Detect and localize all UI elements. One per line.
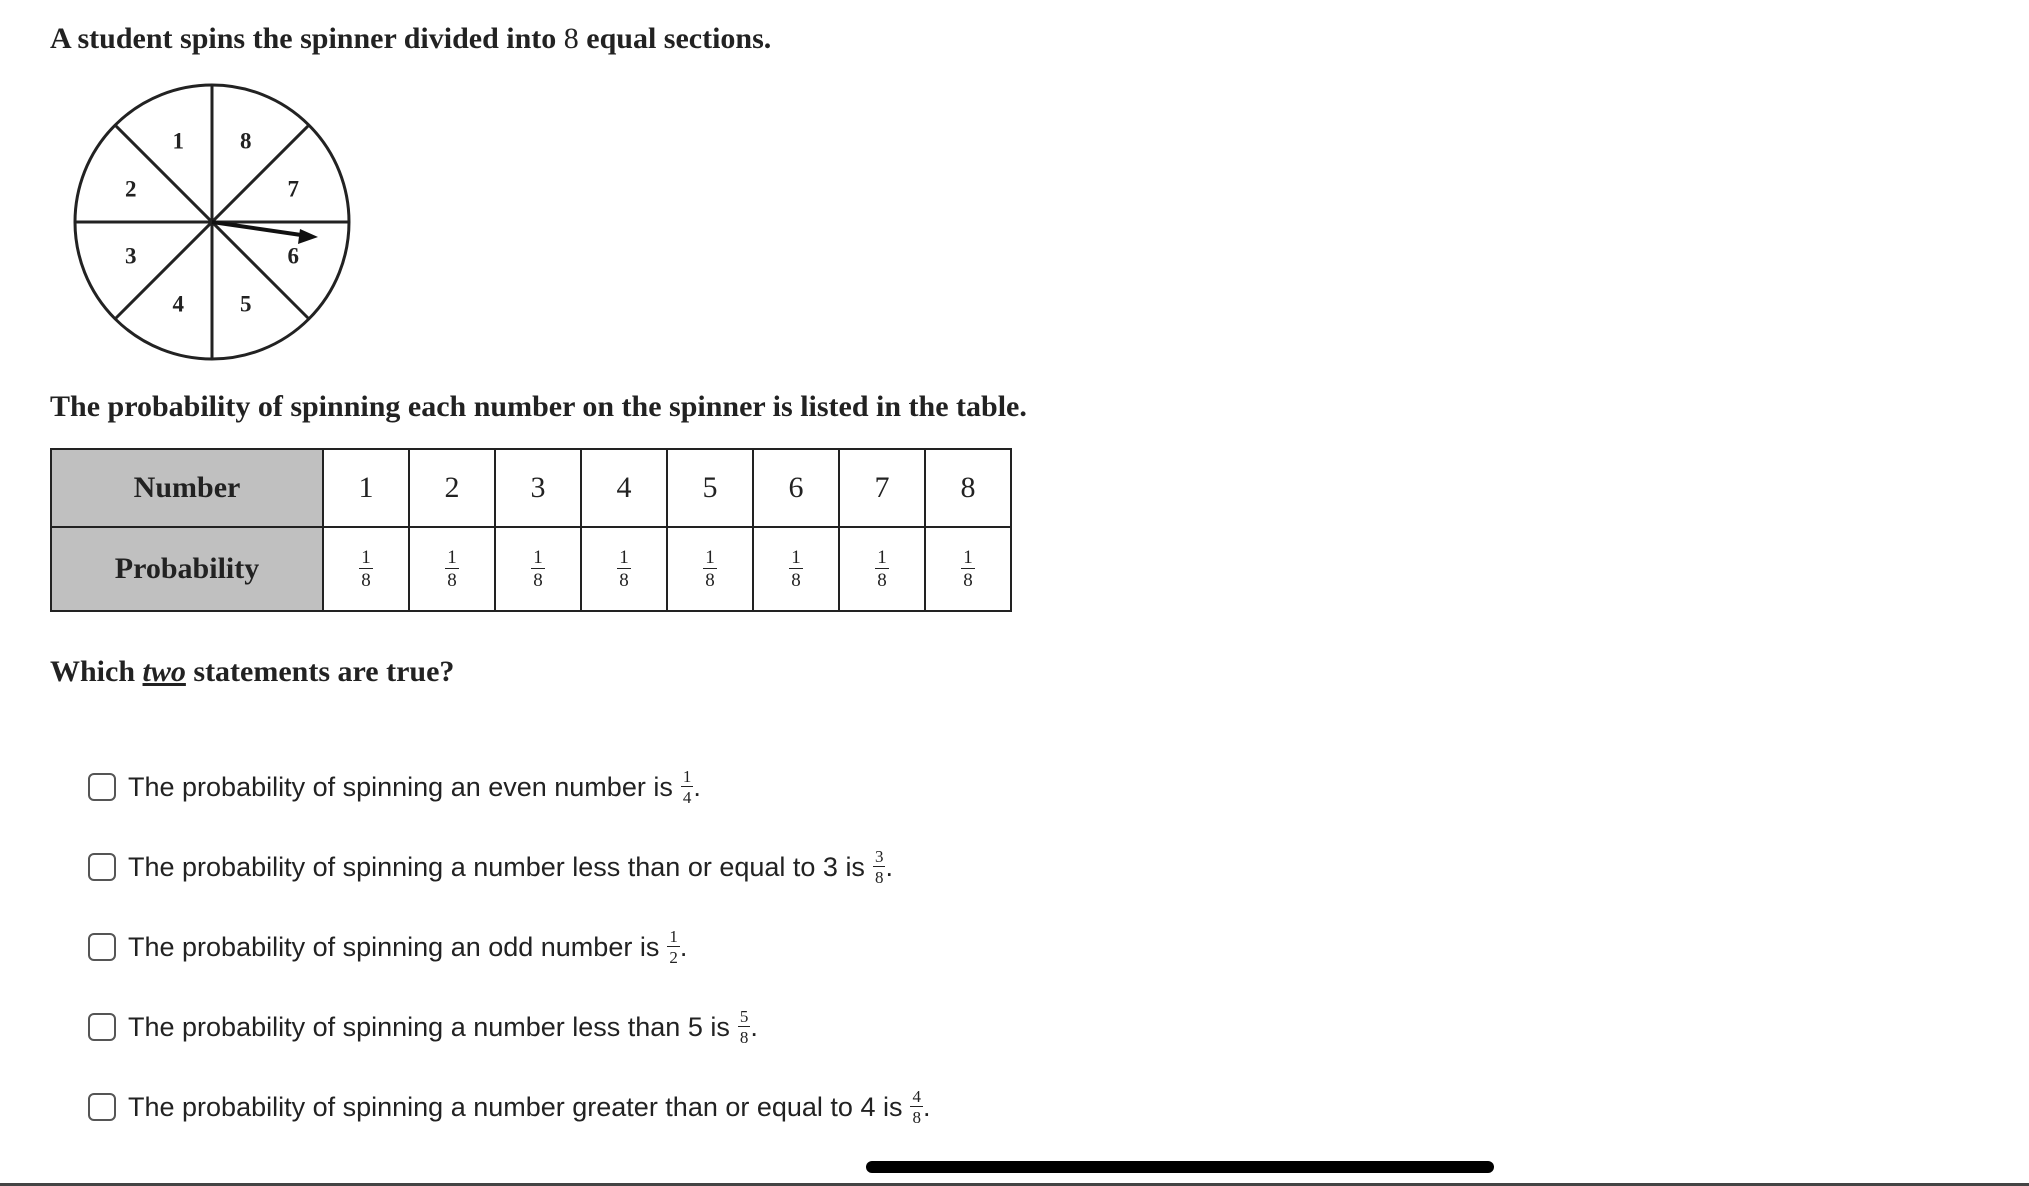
table-header-probability: Probability (51, 527, 323, 611)
probability-cell (581, 527, 667, 611)
fraction: $\frac{1}{2}$ (669, 927, 678, 967)
home-indicator[interactable] (866, 1161, 1494, 1173)
emphasis-two: two (142, 655, 186, 688)
number-cell: 3 (495, 449, 581, 527)
number-cell: 4 (581, 449, 667, 527)
probability-cell (925, 527, 1011, 611)
probability-cell (839, 527, 925, 611)
fraction: $\frac{1}{8}$ (791, 547, 801, 591)
number-cell: 6 (753, 449, 839, 527)
spinner-label: 7 (287, 176, 300, 202)
fraction: $\frac{1}{8}$ (877, 547, 887, 591)
spinner-label: 3 (124, 243, 137, 269)
probability-cell (323, 527, 409, 611)
fraction: $\frac{1}{8}$ (447, 547, 457, 591)
fraction: $\frac{1}{8}$ (361, 547, 371, 591)
table-row-probabilities (51, 527, 1011, 611)
choice-text: The probability of spinning an even number is (128, 771, 673, 802)
spinner-label: 1 (172, 128, 185, 154)
choice-text: The probability of spinning a number less than or equal to 3 is (128, 851, 865, 882)
spinner-label: 5 (239, 291, 252, 317)
fraction: $\frac{1}{8}$ (533, 547, 543, 591)
fraction: $\frac{1}{8}$ (619, 547, 629, 591)
probability-cell (495, 527, 581, 611)
number-cell: 8 (925, 449, 1011, 527)
fraction: $\frac{1}{4}$ (682, 767, 692, 807)
number-cell: 5 (667, 449, 753, 527)
choice-even-number[interactable]: The probability of spinning an even number is $\frac{1}{4}$ . (88, 768, 701, 806)
table-row-numbers (51, 449, 1011, 527)
spinner-figure (70, 80, 355, 365)
fraction: $\frac{3}{8}$ (874, 847, 884, 887)
fraction: $\frac{1}{8}$ (963, 547, 973, 591)
checkbox[interactable] (88, 933, 116, 961)
choice-text: The probability of spinning a number less than 5 is (128, 1011, 730, 1042)
question-prompt: Which two statements are true? (50, 655, 455, 688)
choice-greater-equal-4[interactable]: The probability of spinning a number greater than or equal to 4 is $\frac{4}{8}$ . (88, 1088, 931, 1126)
probability-cell (409, 527, 495, 611)
spinner-label: 2 (124, 176, 137, 202)
probability-table (50, 448, 1012, 612)
choice-odd-number[interactable]: The probability of spinning an odd number is $\frac{1}{2}$ . (88, 928, 687, 966)
checkbox[interactable] (88, 853, 116, 881)
probability-cell (667, 527, 753, 611)
choice-less-than-5[interactable]: The probability of spinning a number less than 5 is $\frac{5}{8}$ . (88, 1008, 758, 1046)
fraction: $\frac{1}{8}$ (705, 547, 715, 591)
spinner-label: 8 (239, 128, 252, 154)
number-cell: 7 (839, 449, 925, 527)
spinner-label: 6 (287, 243, 300, 269)
probability-cell (753, 527, 839, 611)
question-intro: A student spins the spinner divided into 8 equal sections. (50, 22, 772, 55)
checkbox[interactable] (88, 1093, 116, 1121)
checkbox[interactable] (88, 773, 116, 801)
choice-text: The probability of spinning an odd number is (128, 931, 660, 962)
choice-text: The probability of spinning a number greater than or equal to 4 is (128, 1091, 903, 1122)
number-cell: 2 (409, 449, 495, 527)
fraction: $\frac{5}{8}$ (739, 1007, 749, 1047)
number-cell: 1 (323, 449, 409, 527)
spinner-label: 4 (172, 291, 185, 317)
table-header-number: Number (51, 449, 323, 527)
choice-less-equal-3[interactable]: The probability of spinning a number less than or equal to 3 is $\frac{3}{8}$ . (88, 848, 893, 886)
fraction: $\frac{4}{8}$ (912, 1087, 921, 1127)
table-intro: The probability of spinning each number on the spinner is listed in the table. (50, 390, 1027, 423)
checkbox[interactable] (88, 1013, 116, 1041)
